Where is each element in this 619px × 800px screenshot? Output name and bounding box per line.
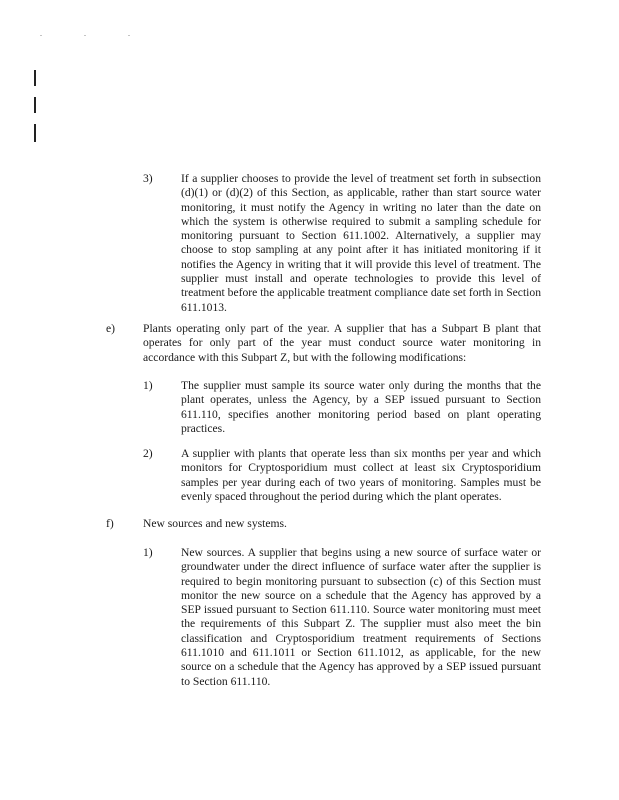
subsection-3-marker: 3) [143, 172, 153, 185]
revision-bar [34, 70, 36, 86]
subsection-3-text: If a supplier chooses to provide the level of treatment set forth in subsection (d)(1) or (d)(2) of this Section, as applicable, rather than start source water monitoring, it must notify the Agency in writing no later than the date on which the system is otherwise required to submit a sampling schedule for monitoring pursuant to Section 611.1002. Alternatively, a supplier may choose to stop sampling at any point after it has initiated monitoring if it notifies the Agency in writing that it will provide this level of treatment. The supplier must install and operate technologies to provide this level of treatment before the applicable treatment compliance date set forth in Section 611.1013. [181, 172, 541, 314]
section-f-marker: f) [106, 517, 114, 530]
revision-bar [34, 124, 36, 142]
section-e-text: Plants operating only part of the year. A supplier that has a Subpart B plant that operates for only part of the year must conduct source water monitoring in accordance with this Subpart Z, but with the following modifications: [143, 322, 541, 364]
section-e-item-1-marker: 1) [143, 379, 153, 392]
section-e-item-2-marker: 2) [143, 447, 153, 460]
section-f-item-1-marker: 1) [143, 546, 153, 559]
scan-specks: . . . [40, 29, 150, 38]
revision-bar [34, 97, 36, 113]
section-f-item-1-text: New sources. A supplier that begins using a new source of surface water or groundwater under the direct influence of surface water after the supplier is required to begin monitoring pursuant to subsection (c) of this Section must monitor the new source on a schedule that the Agency has approved by a SEP issued pursuant to Section 611.110. Source water monitoring must meet the requirements of this Subpart Z. The supplier must also meet the bin classification and Cryptosporidium treatment requirements of Sections 611.1010 and 611.1011 or Section 611.1012, as applicable, for the new source on a schedule that the Agency has approved by a SEP issued pursuant to Section 611.110. [181, 546, 541, 688]
section-f-text: New sources and new systems. [143, 517, 287, 530]
section-e-item-1-text: The supplier must sample its source water only during the months that the plant operates, unless the Agency, by a SEP issued pursuant to Section 611.110, specifies another monitoring period based on plant operating practices. [181, 379, 541, 435]
section-e-marker: e) [106, 322, 116, 335]
section-e-item-2-text: A supplier with plants that operate less than six months per year and which monitors for Cryptosporidium must collect at least six Cryptosporidium samples per year during each of two years of monitoring. Samples must be evenly spaced throughout the period during which the plant operates. [181, 447, 541, 503]
